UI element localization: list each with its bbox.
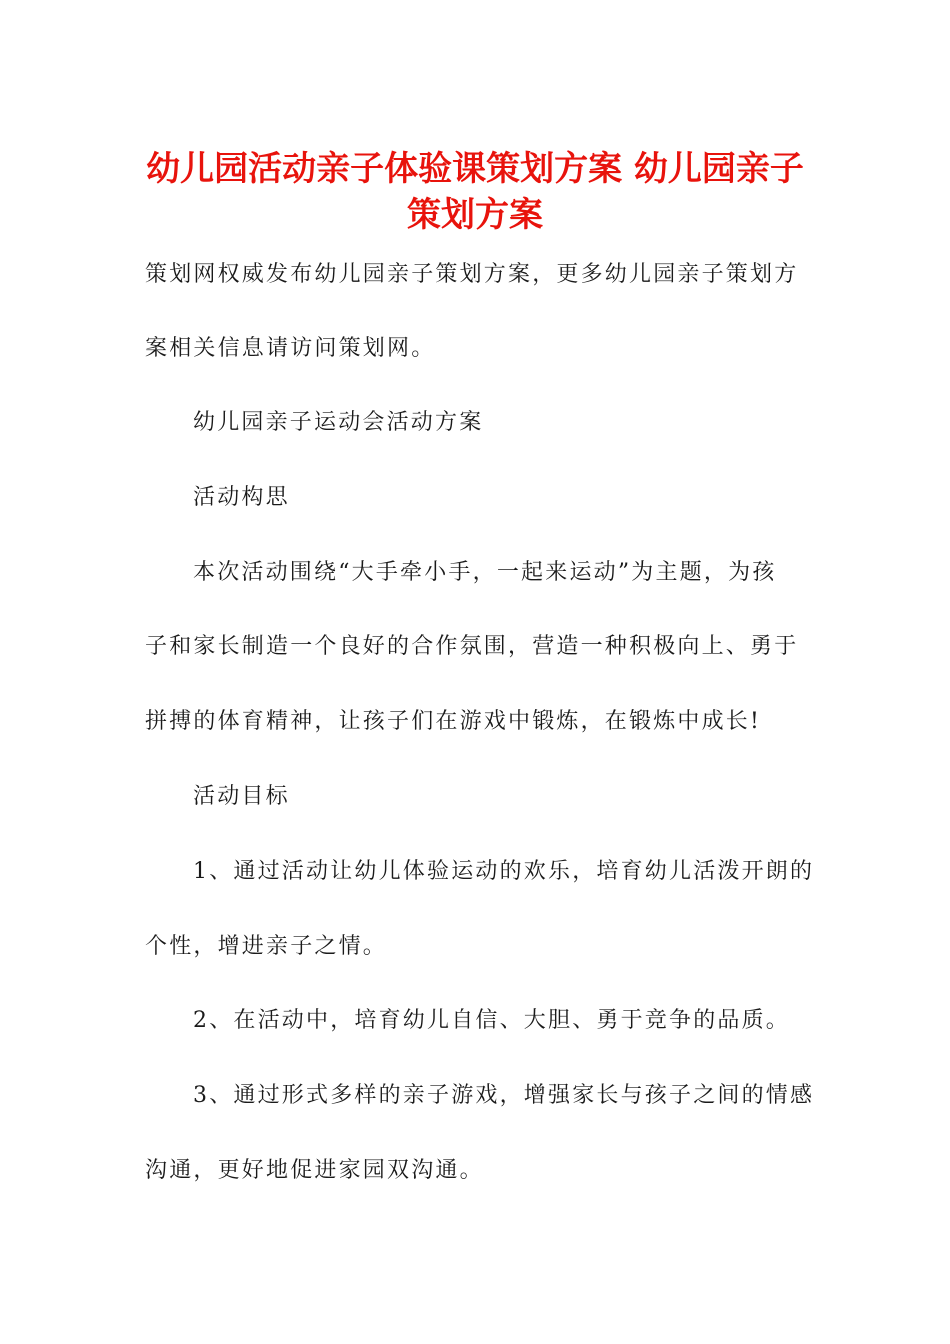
section-heading-concept: 活动构思 [193, 485, 290, 510]
concept-paragraph-line-2: 子和家长制造一个良好的合作氛围，营造一种积极向上、勇于 [145, 634, 799, 659]
goal-1-line-2: 个性，增进亲子之情。 [145, 934, 388, 959]
document-title-line-2: 策划方案 [407, 195, 543, 235]
section-heading-plan: 幼儿园亲子运动会活动方案 [193, 410, 484, 435]
goal-1-line-1: 1、通过活动让幼儿体验运动的欢乐，培育幼儿活泼开朗的 [193, 859, 815, 884]
intro-line-1: 策划网权威发布幼儿园亲子策划方案，更多幼儿园亲子策划方 [145, 262, 799, 287]
document-title-line-1: 幼儿园活动亲子体验课策划方案 幼儿园亲子 [146, 149, 804, 189]
goal-2-line-1: 2、在活动中，培育幼儿自信、大胆、勇于竞争的品质。 [193, 1008, 790, 1033]
intro-line-2: 案相关信息请访问策划网。 [145, 336, 436, 361]
goal-3-line-2: 沟通，更好地促进家园双沟通。 [145, 1158, 484, 1183]
section-heading-goals: 活动目标 [193, 784, 290, 809]
concept-paragraph-line-3: 拼搏的体育精神，让孩子们在游戏中锻炼，在锻炼中成长! [145, 709, 762, 734]
goal-3-line-1: 3、通过形式多样的亲子游戏，增强家长与孩子之间的情感 [193, 1083, 815, 1108]
concept-paragraph-line-1: 本次活动围绕“大手牵小手，一起来运动”为主题，为孩 [193, 560, 777, 585]
